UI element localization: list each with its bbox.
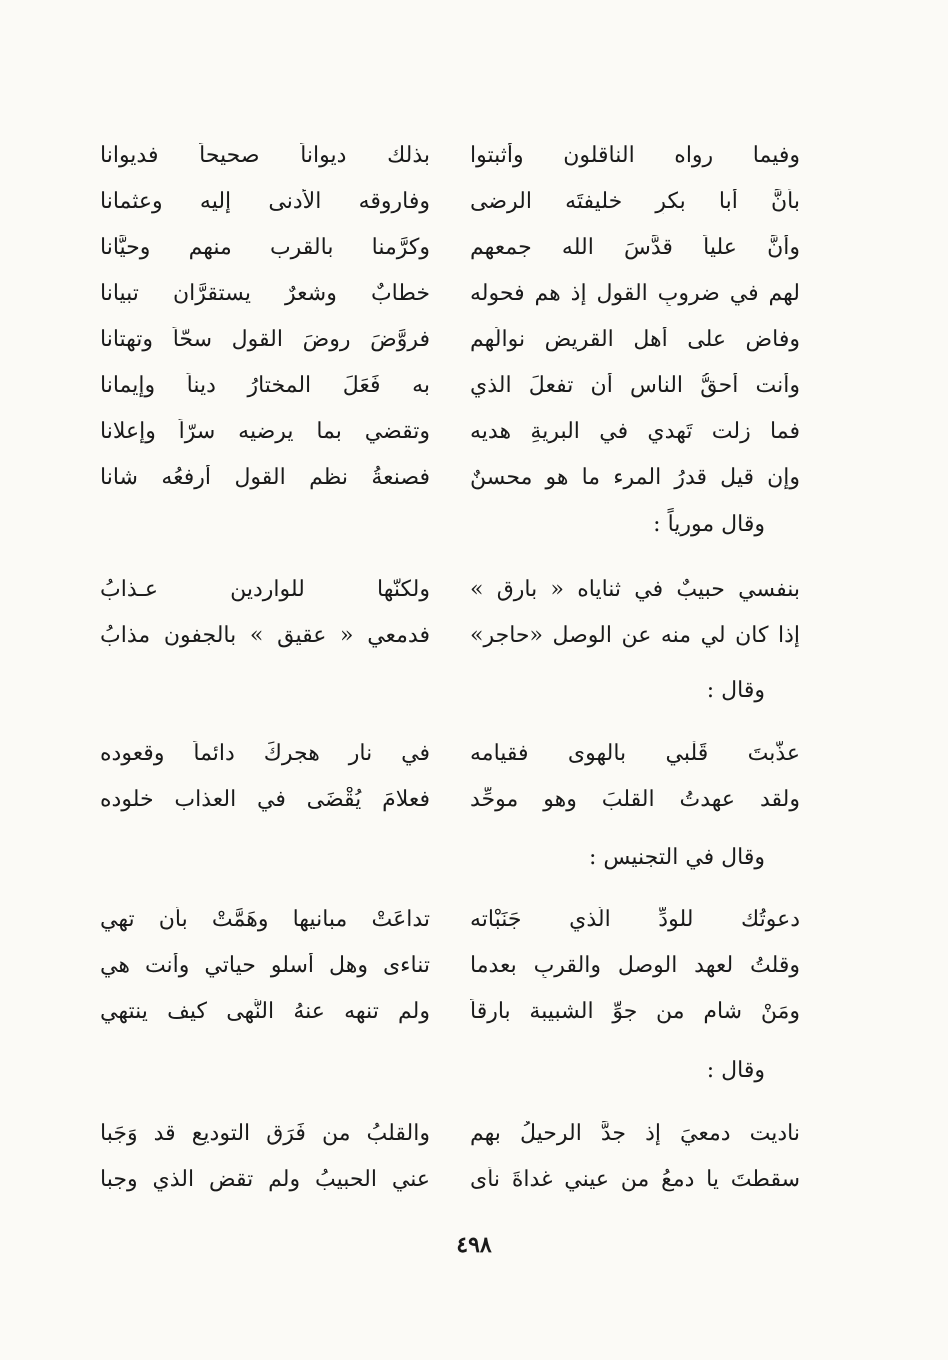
second-hemistich: وكرَّمنا بالقرب منهم وحيَّانا: [100, 234, 430, 260]
second-hemistich: تداعَتْ مبانيها وهَمَّتْ بأن تهي: [100, 906, 430, 932]
first-hemistich: ومَنْ شام من جوِّ الشبيبة بارقاً: [470, 998, 800, 1024]
second-hemistich: ولكنّها للواردين عـذابُ: [100, 576, 430, 602]
first-hemistich: وأنت أحقُّ الناسِ أن تفعلَ الذي: [470, 372, 800, 398]
first-hemistich: إذا كان لي منه عن الوصل «حاجر»: [470, 622, 800, 648]
first-hemistich: دعوتُك للودِّ الّذي جَنَبْاته: [470, 906, 800, 932]
second-hemistich: وتقضي بما يرضيه سرّاً وإعلانا: [100, 418, 430, 444]
first-hemistich: فما زلت تَهدي في البريةِ هديه: [470, 418, 800, 444]
first-hemistich: عذَّبتَ قَلْبي بالهوى فقيامه: [470, 740, 800, 766]
poem-block-1: [100, 132, 800, 500]
poem-intro: وقال :: [706, 678, 765, 703]
second-hemistich: والقلبُ من فَرَقِ التوديع قد وَجَبا: [100, 1120, 430, 1146]
first-hemistich: سقطتَ يا دمعُ من عيني غداةَ نأى: [470, 1166, 800, 1192]
verse-line: [100, 454, 800, 500]
second-hemistich: به فَعَلَ المختارُ ديناً وإيمانا: [100, 372, 430, 398]
poem-block-5: [100, 1110, 800, 1202]
second-hemistich: خطابٌ وشعرٌ يستقرَّان تبيانا: [100, 280, 430, 306]
verse-line: [100, 896, 800, 942]
second-hemistich: ولم تنهه عنهُ النُّهى كيف ينتهي: [100, 998, 430, 1024]
poem-block-2: [100, 566, 800, 658]
verse-line: [100, 1156, 800, 1202]
poem-intro: وقال مورياً :: [653, 512, 765, 537]
first-hemistich: وإن قيل قدرُ المرء ما هو محسنٌ: [470, 464, 800, 490]
verse-line: [100, 316, 800, 362]
verse-line: [100, 942, 800, 988]
verse-line: [100, 178, 800, 224]
first-hemistich: لهم في ضروبِ القول إذ هم فحوله: [470, 280, 800, 306]
verse-line: [100, 270, 800, 316]
first-hemistich: وفاض على أهل القريضِ نوالُهم: [470, 326, 800, 352]
second-hemistich: فصنعةُ نظمِ القول أرفعُه شانا: [100, 464, 430, 490]
first-hemistich: ناديت دمعيَ إذ جدَّ الرحيلُ بهم: [470, 1120, 800, 1146]
first-hemistich: وقلتُ لعهد الوصل والقربِ بعدما: [470, 952, 800, 978]
verse-line: [100, 132, 800, 178]
verse-line: [100, 362, 800, 408]
first-hemistich: وأنَّ علياً قدَّسَ الله جمعهم: [470, 234, 800, 260]
second-hemistich: في نارِ هجركَ دائماً وقعوده: [100, 740, 430, 766]
verse-line: [100, 612, 800, 658]
first-hemistich: ولقد عهدتُ القلبَ وهو موحِّد: [470, 786, 800, 812]
verse-line: [100, 988, 800, 1034]
first-hemistich: وفيما رواه الناقلون وأثبتوا: [470, 142, 800, 168]
poem-block-4: [100, 896, 800, 1034]
second-hemistich: فروَّضَ روضَ القول سحّاً وتهتانا: [100, 326, 430, 352]
page-number: ٤٩٨: [456, 1232, 492, 1258]
verse-line: [100, 776, 800, 822]
second-hemistich: تناءى وهل أسلو حياتي وأنت هي: [100, 952, 430, 978]
verse-line: [100, 224, 800, 270]
second-hemistich: بذلك ديواناً صحيحاً فديوانا: [100, 142, 430, 168]
second-hemistich: عني الحبيبُ ولم تقضِ الذي وجبا: [100, 1166, 430, 1192]
verse-line: [100, 1110, 800, 1156]
poem-intro: وقال في التجنيس :: [588, 845, 765, 870]
poem-block-3: [100, 730, 800, 822]
verse-line: [100, 730, 800, 776]
poem-intro: وقال :: [706, 1058, 765, 1083]
second-hemistich: وفاروقه الأدنى إليه وعثمانا: [100, 188, 430, 214]
second-hemistich: فدمعي « عقيق » بالجفون مذابُ: [100, 622, 430, 648]
verse-line: [100, 408, 800, 454]
verse-line: [100, 566, 800, 612]
first-hemistich: بنفسي حبيبٌ في ثناياه « بارق »: [470, 576, 800, 602]
first-hemistich: بأنَّ أبا بكرٍ خليفتَه الرضى: [470, 188, 800, 214]
second-hemistich: فعلامَ يُقْضَى في العذاب خلوده: [100, 786, 430, 812]
